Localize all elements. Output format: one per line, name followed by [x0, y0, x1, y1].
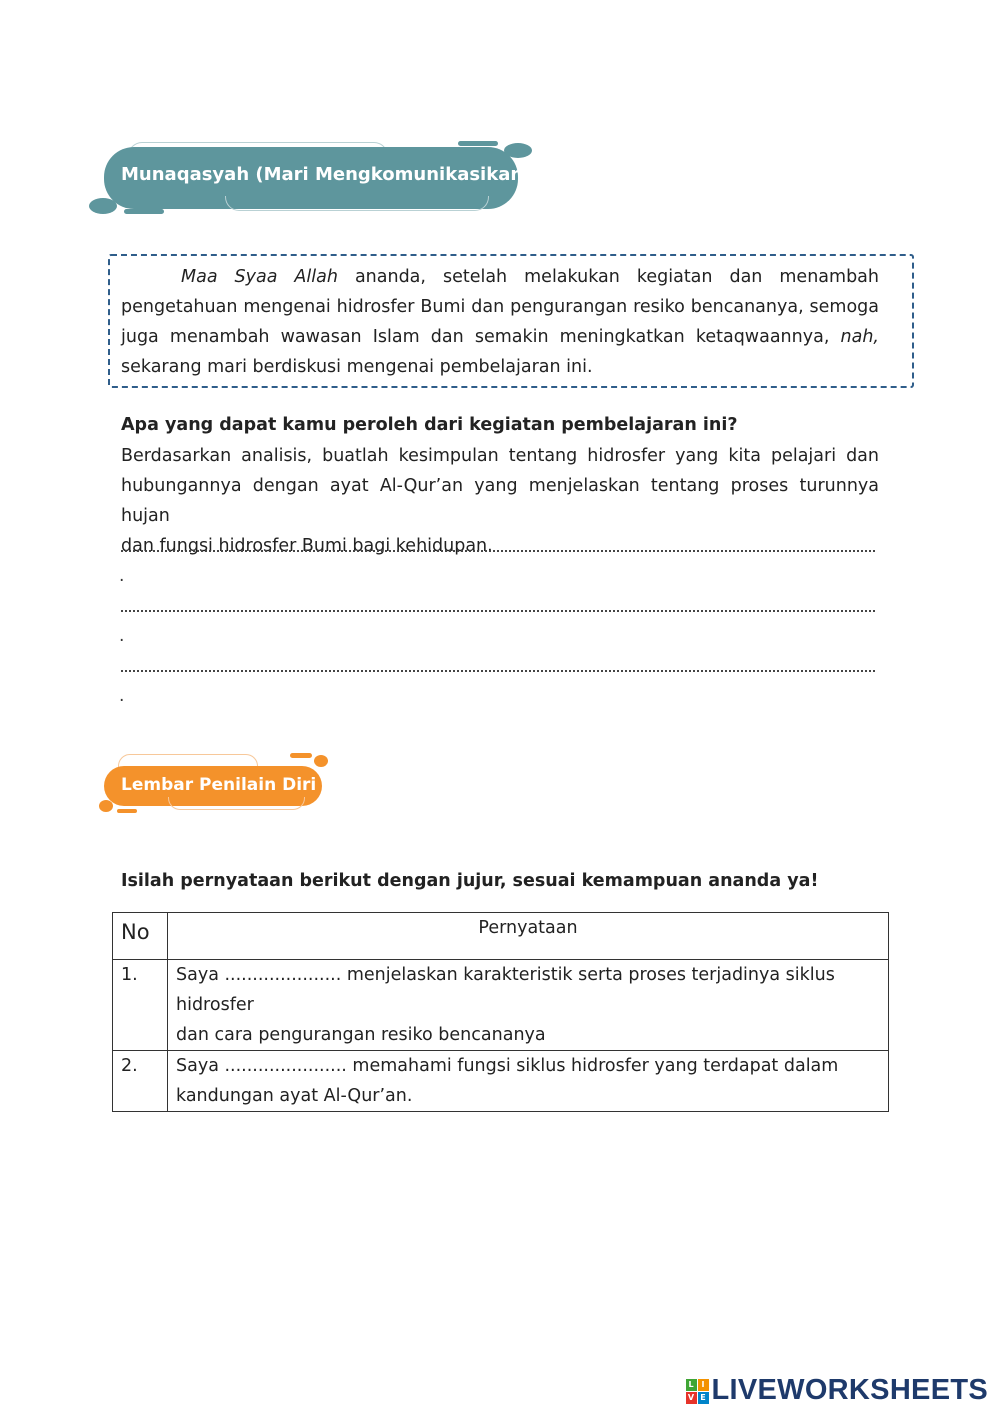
liveworksheets-logo[interactable]: [686, 1374, 989, 1407]
logo-mark-letter: E: [698, 1392, 709, 1404]
logo-mark-icon: [686, 1379, 708, 1403]
column-header-no: No: [113, 913, 168, 960]
self-assessment-table: [112, 912, 889, 1112]
answer-line-3[interactable]: [121, 670, 875, 672]
banner-decoration: [314, 755, 328, 767]
question-paragraph: [121, 441, 879, 561]
question-text: Berdasarkan analisis, buatlah kesimpulan tentang hidrosfer yang kita pelajari dan: [121, 446, 879, 466]
statement-line: dan cara pengurangan resiko bencananya: [176, 1025, 546, 1045]
logo-mark-letter: I: [698, 1379, 709, 1391]
question-heading: Apa yang dapat kamu peroleh dari kegiatan pembelajaran ini?: [121, 415, 738, 435]
section-title: Munaqasyah (Mari Mengkomunikasikan): [121, 164, 532, 185]
intro-italic-phrase: Maa Syaa Allah: [181, 267, 338, 287]
column-header-statement: Pernyataan: [168, 913, 889, 960]
intro-italic-word: nah,: [840, 327, 879, 347]
statement-line: Saya ...................... memahami fungsi siklus hidrosfer yang terdapat dalam: [176, 1056, 839, 1076]
banner-decoration: [225, 196, 489, 211]
answer-line-2[interactable]: [121, 610, 875, 612]
question-text: hubungannya dengan ayat Al-Qur’an yang menjelaskan tentang proses turunnya hujan: [121, 476, 879, 526]
banner-decoration: [124, 209, 164, 214]
instruction-text: Isilah pernyataan berikut dengan jujur, sesuai kemampuan ananda ya!: [121, 871, 819, 891]
intro-text: pengetahuan mengenai hidrosfer Bumi dan pengurangan resiko bencananya, semoga: [121, 297, 879, 317]
intro-text: ananda, setelah melakukan kegiatan dan menambah: [337, 267, 879, 287]
banner-decoration: [89, 198, 117, 214]
row-number: 2.: [113, 1051, 168, 1112]
answer-line-end: .: [119, 566, 125, 586]
question-text: dan fungsi hidrosfer Bumi bagi kehidupan.: [121, 536, 493, 556]
table-row: [113, 960, 889, 1051]
logo-mark-letter: V: [686, 1392, 697, 1404]
banner-decoration: [458, 141, 498, 146]
intro-paragraph: [121, 262, 879, 382]
banner-decoration: [168, 797, 305, 810]
row-number: 1.: [113, 960, 168, 1051]
answer-line-end: .: [119, 686, 125, 706]
banner-decoration: [99, 800, 113, 812]
intro-text: juga menambah wawasan Islam dan semakin meningkatkan ketaqwaannya,: [121, 327, 841, 347]
logo-text: LIVEWORKSHEETS: [711, 1374, 988, 1406]
table-header-row: [113, 913, 889, 960]
statement-line: kandungan ayat Al-Qur’an.: [176, 1086, 413, 1106]
statement-line: Saya ..................... menjelaskan karakteristik serta proses terjadinya siklus hidrosfer: [176, 965, 835, 1015]
banner-decoration: [117, 809, 137, 813]
banner-decoration: [290, 753, 312, 758]
answer-line-1[interactable]: [121, 550, 875, 552]
answer-line-end: .: [119, 626, 125, 646]
banner-decoration: [504, 143, 532, 158]
intro-text: sekarang mari berdiskusi mengenai pembelajaran ini.: [121, 357, 593, 377]
row-statement[interactable]: [168, 1051, 889, 1112]
section-title: Lembar Penilain Diri: [121, 775, 317, 795]
logo-mark-letter: L: [686, 1379, 697, 1391]
table-row: [113, 1051, 889, 1112]
row-statement[interactable]: [168, 960, 889, 1051]
